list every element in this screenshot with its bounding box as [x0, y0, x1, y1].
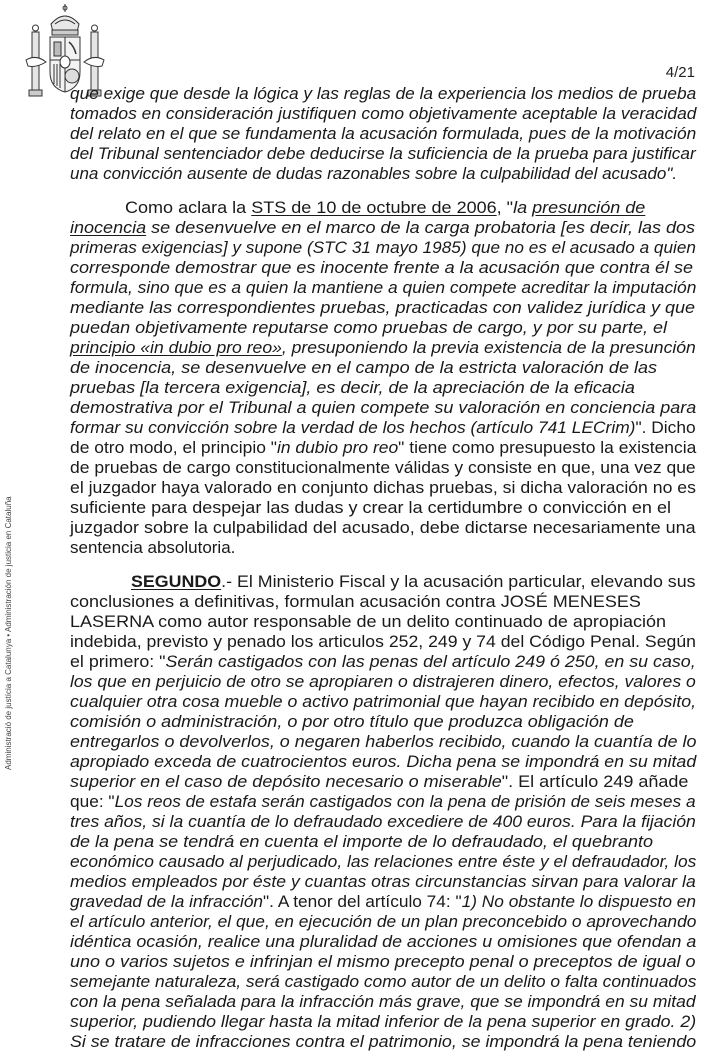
text-line: el juzgador haya valorado en conjunto dichas pruebas, si dicha valoración no es — [70, 478, 696, 497]
text-line: económico causado al perjudicado, las relaciones entre éste y el defraudador, los — [70, 852, 697, 871]
text-line: tomados en consideración justifiquen como objetivamente aceptable la veracidad — [70, 104, 697, 123]
text-line: apropiado exceda de cuatrocientos euros. Dicha pena se impondrá en su mitad — [70, 752, 697, 771]
text-line: mediante las correspondientes pruebas, practicadas con validez jurídica y que — [70, 298, 696, 317]
text-line: de inocencia, se desenvuelve en el campo de la estricta valoración de las — [70, 358, 658, 377]
text-line: Como aclara la STS de 10 de octubre de 2006, "la presunción de — [125, 198, 646, 217]
text-line: con la pena señalada para la infracción más grave, que se impondrá en su mitad — [70, 992, 696, 1011]
text-line: formar su convicción sobre la verdad de los hechos (artículo 741 LECrim)". Dicho — [70, 418, 696, 437]
text-line: conclusiones a definitivas, formulan acusación contra JOSÉ MENESES — [70, 592, 641, 611]
text-line: que exige que desde la lógica y las reglas de la experiencia los medios de prueba — [70, 84, 697, 103]
text-line: sentencia absolutoria. — [70, 538, 236, 557]
text-line: de pruebas de cargo constitucionalmente válidas y consiste en que, una vez que — [70, 458, 696, 477]
case-reference-link: STS de 10 de octubre de 2006 — [251, 198, 497, 217]
text-line: cualquier otra cosa mueble o activo patrimonial que hayan recibido en depósito, — [70, 692, 697, 711]
text-line: que: "Los reos de estafa serán castigados con la pena de prisión de seis meses a — [70, 792, 696, 811]
text-line: los que en perjuicio de otro se apropiaren o distrajeren dinero, efectos, valores o — [70, 672, 696, 691]
text-line: del relato en el que se fundamenta la acusación formulada, pues de la motivación — [70, 124, 697, 143]
text-line: primeras exigencias] y supone (STC 31 mayo 1985) que no es el acusado a quien — [70, 238, 696, 257]
text-line: entregarlos o devolverlos, o negaren haberlos recibido, cuando la cuantía de lo — [70, 732, 697, 751]
text-line: formula, sino que es a quien la mantiene a quien compete acreditar la imputación — [70, 278, 697, 297]
document-body — [70, 0, 697, 1051]
text-line: corresponde demostrar que es inocente frente a la acusación que contra él se — [70, 258, 694, 277]
text-line: juzgador sobre la culpabilidad del acusado, debe dictarse necesariamente una — [70, 518, 696, 537]
section-heading: SEGUNDO — [131, 572, 222, 591]
text-line: una convicción ausente de dudas razonables sobre la culpabilidad del acusado". — [70, 164, 678, 183]
text-line: medios empleados por éste y cuantas otras circunstancias sirvan para valorar la — [70, 872, 696, 891]
text-line: pruebas [la tercera exigencia], es decir, de la apreciación de la eficacia — [70, 378, 635, 397]
text-line: superior en el caso de depósito necesario o miserable". El artículo 249 añade — [70, 772, 689, 791]
text-line: semejante naturaleza, será castigado como autor de un delito o falta continuados — [70, 972, 697, 991]
text-line: idéntica ocasión, realice una pluralidad de acciones u omisiones que ofendan a — [70, 932, 697, 951]
text-line: principio «in dubio pro reo», presuponiendo la previa existencia de la presunción — [70, 338, 696, 357]
text-line: comisión o administración, o por otro título que produzca obligación de — [70, 712, 634, 731]
text-line: puedan objetivamente reputarse como pruebas de cargo, y por su parte, el — [70, 318, 668, 337]
text-line: del Tribunal sentenciador debe deducirse la suficiencia de la prueba para justificar — [70, 144, 696, 163]
text-line: de otro modo, el principio "in dubio pro reo" tiene como presupuesto la existencia — [70, 438, 697, 457]
text-line: demostrativa por el Tribunal a quien compete su valoración en conciencia para — [70, 398, 697, 417]
text-line: Si se tratare de infracciones contra el patrimonio, se impondrá la pena teniendo — [70, 1032, 697, 1051]
text-line: indebida, previsto y penado los articulos 252, 249 y 74 del Código Penal. Según — [70, 632, 696, 651]
text-line: el artículo anterior, el que, en ejecución de un plan preconcebido o aprovechando — [70, 912, 697, 931]
text-line: uno o varios sujetos e infrinjan el mismo precepto penal o preceptos de igual o — [70, 952, 696, 971]
text-line: de la pena se tendrá en cuenta el importe de lo defraudado, el quebranto — [70, 832, 654, 851]
text-line: LASERNA como autor responsable de un delito continuado de apropiación — [70, 612, 667, 631]
text-line: el primero: "Serán castigados con las penas del artículo 249 ó 250, en su caso, — [70, 652, 696, 671]
text-line: suficiente para despejar las dudas y crear la certidumbre o convicción en el — [70, 498, 671, 517]
text-line: inocencia se desenvuelve en el marco de la carga probatoria [es decir, las dos — [70, 218, 696, 237]
page-number: 4/21 — [665, 64, 695, 81]
text-line: superior, pudiendo llegar hasta la mitad inferior de la pena superior en grado. 2) — [70, 1012, 697, 1031]
margin-watermark: Administració de justícia a Catalunya • Administración de justicia en Cataluña — [4, 496, 13, 770]
text-line: SEGUNDO.- El Ministerio Fiscal y la acusación particular, elevando sus — [131, 572, 696, 591]
text-line: gravedad de la infracción". A tenor del artículo 74: "1) No obstante lo dispuesto en — [70, 892, 696, 911]
text-line: tres años, si la cuantía de lo defraudado excediere de 400 euros. Para la fijación — [70, 812, 696, 831]
